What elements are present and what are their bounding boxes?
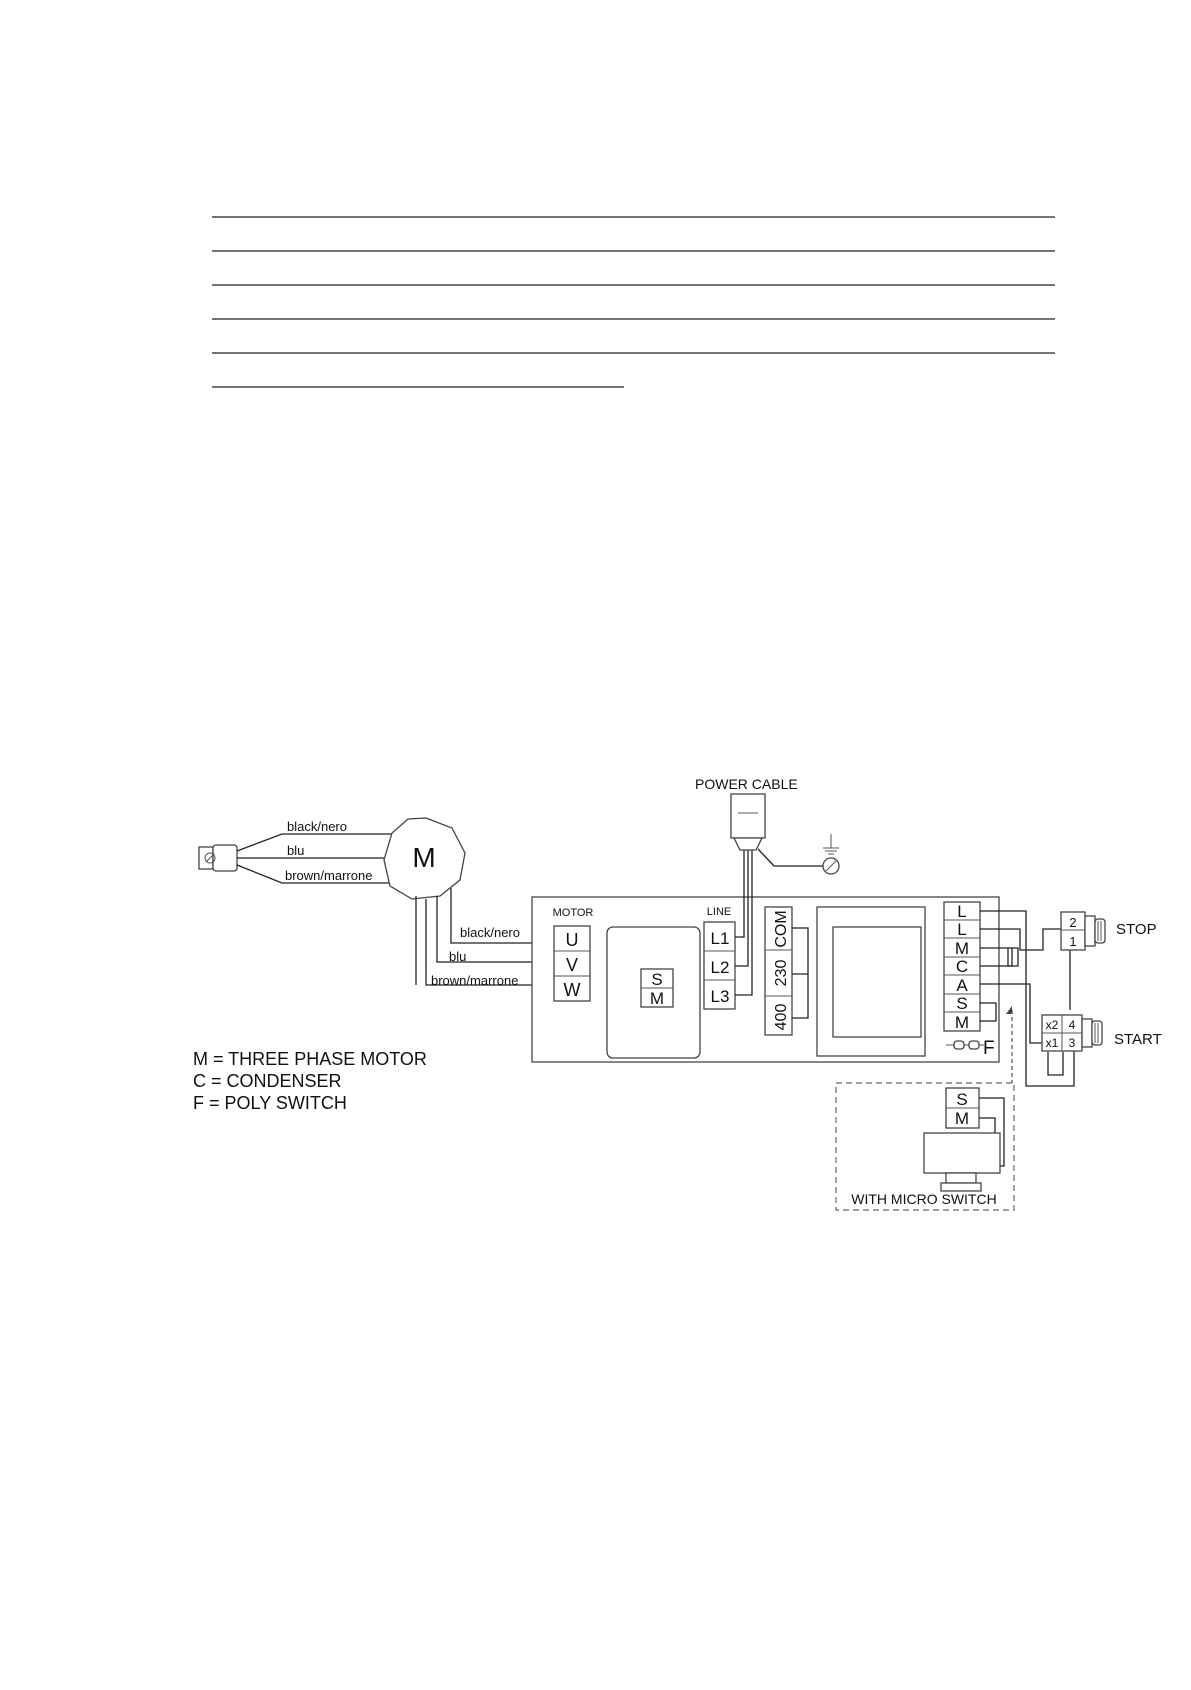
blank-lines <box>212 217 1055 387</box>
legend <box>193 1049 427 1113</box>
voltage-com: COM <box>773 910 790 948</box>
fuse-label: F <box>983 1038 995 1059</box>
power-cable-label: POWER CABLE <box>695 776 798 792</box>
terminal-w: W <box>563 980 581 1000</box>
legend-condenser: C = CONDENSER <box>193 1071 342 1091</box>
motor-symbol: M <box>412 842 436 873</box>
terminal-v: V <box>565 955 579 975</box>
terminal-s: S <box>956 994 968 1013</box>
center-sm-block <box>641 969 673 1008</box>
voltage-400: 400 <box>773 1003 790 1031</box>
wire-label-right-brown: brown/marrone <box>431 973 519 988</box>
wire-label-left-blue: blu <box>287 843 305 858</box>
board-line-header: LINE <box>706 906 732 918</box>
micro-terminal-m: M <box>954 1109 970 1128</box>
motor-terminal-block <box>554 926 590 1001</box>
terminal-m-upper: M <box>954 939 970 958</box>
start-terminal-x2: x2 <box>1045 1018 1059 1032</box>
terminal-l2: L2 <box>710 958 730 977</box>
start-terminal-x1: x1 <box>1045 1036 1059 1050</box>
wire-label-right-black: black/nero <box>460 925 520 940</box>
start-terminal-4: 4 <box>1068 1018 1076 1032</box>
micro-terminal-s: S <box>956 1090 968 1109</box>
stop-label: STOP <box>1116 921 1157 938</box>
motor <box>384 818 465 899</box>
legend-poly-switch: F = POLY SWITCH <box>193 1093 347 1113</box>
terminal-l3: L3 <box>710 987 730 1006</box>
ground-icon <box>823 834 839 874</box>
terminal-l-second: L <box>957 920 967 939</box>
legend-motor: M = THREE PHASE MOTOR <box>193 1049 427 1069</box>
terminal-u: U <box>565 930 579 950</box>
right-terminal-strip <box>944 902 980 1032</box>
center-s: S <box>651 970 663 989</box>
terminal-a: A <box>956 976 968 995</box>
micro-switch-label: WITH MICRO SWITCH <box>851 1191 997 1207</box>
stop-button <box>1061 912 1105 950</box>
transformer <box>817 907 925 1056</box>
terminal-l1: L1 <box>710 929 730 948</box>
stop-terminal-2: 2 <box>1069 915 1077 930</box>
wire-label-left-brown: brown/marrone <box>285 868 373 883</box>
board-motor-header: MOTOR <box>552 907 594 919</box>
wire-label-left-black: black/nero <box>287 819 347 834</box>
stop-terminal-1: 1 <box>1069 934 1077 949</box>
wire-label-right-blue: blu <box>449 949 467 964</box>
terminal-l-top: L <box>957 902 967 921</box>
start-terminal-3: 3 <box>1068 1036 1076 1050</box>
power-cable-plug <box>731 794 765 850</box>
terminal-c: C <box>955 957 969 976</box>
start-label: START <box>1114 1031 1162 1048</box>
terminal-m-lower: M <box>954 1013 970 1032</box>
micro-switch-option <box>836 1083 1014 1210</box>
line-terminal-block <box>704 922 735 1009</box>
cable-gland <box>199 845 237 871</box>
center-m: M <box>649 989 665 1008</box>
start-button <box>1042 1015 1102 1051</box>
voltage-230: 230 <box>773 959 790 987</box>
